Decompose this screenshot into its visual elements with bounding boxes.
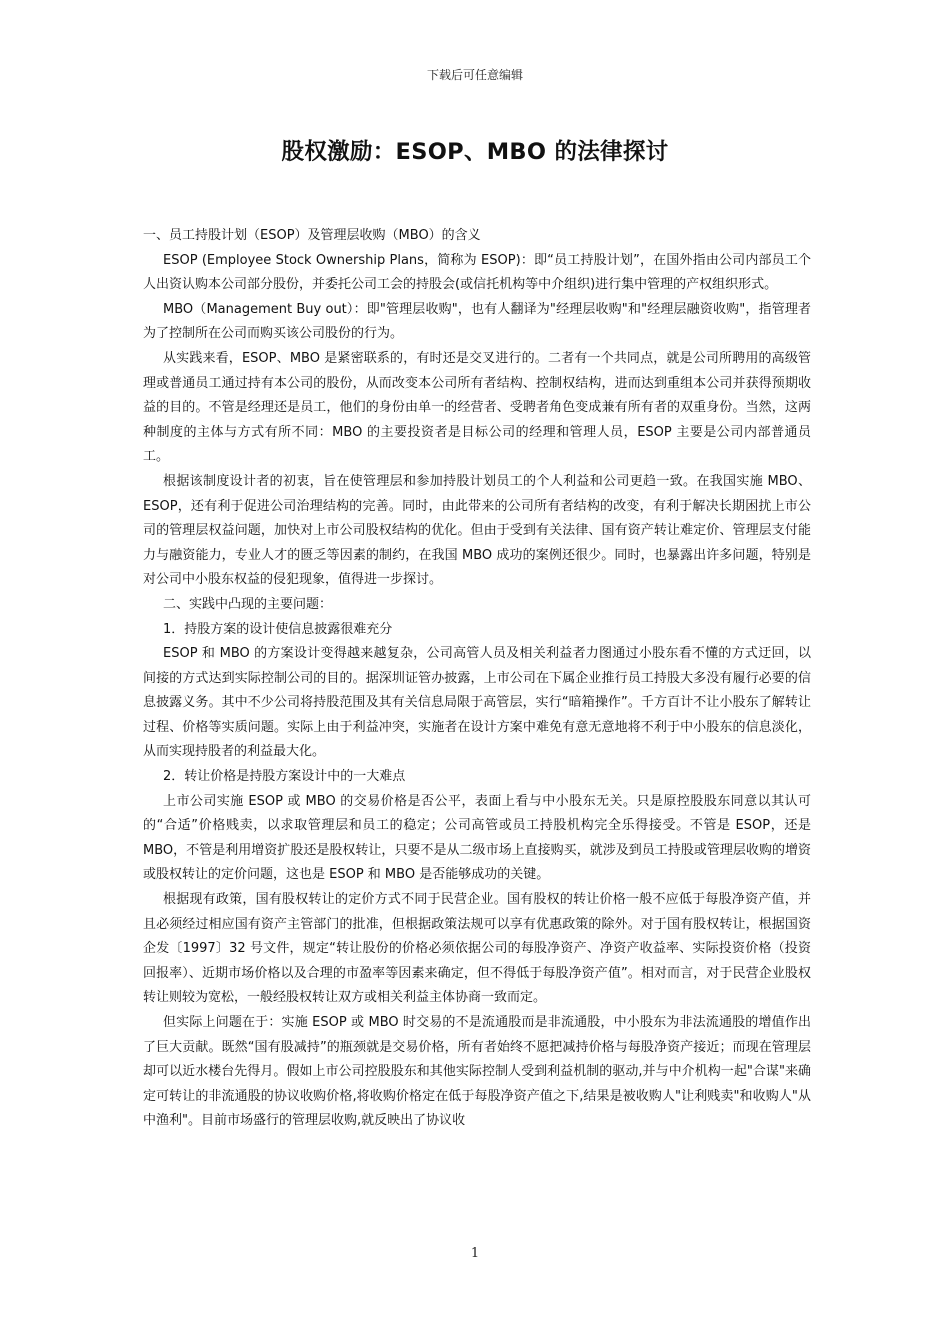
- paragraph-practice: 从实践来看，ESOP、MBO 是紧密联系的，有时还是交叉进行的。二者有一个共同点，就是公司所聘用的高级管理或普通员工通过持有本公司的股份，从而改变本公司所有者结构、控制权结构，进而达到重组本公司并获得预期收益的目的。不管是经理还是员工，他们的身份由单一的经营者、受聘者角色变成兼有所有者的双重身份。当然，这两种制度的主体与方式有所不同：MBO 的主要投资者是目标公司的经理和管理人员，ESOP 主要是公司内部普通员工。: [143, 350, 811, 465]
- section-heading-2: 二、实践中凸现的主要问题：: [163, 596, 333, 612]
- paragraph-esop-definition: ESOP (Employee Stock Ownership Plans，简称为 ESOP)：即“员工持股计划”，在国外指由公司内部员工个人出资认购本公司部分股份，并委托公司工会的持股会(或信托机构等中介组织)进行集中管理的产权组织形式。: [143, 252, 811, 293]
- section-heading-1: 一、员工持股计划（ESOP）及管理层收购（MBO）的含义: [143, 228, 481, 243]
- paragraph-price: 上市公司实施 ESOP 或 MBO 的交易价格是否公平，表面上看与中小股东无关。只是原控股股东同意以其认可的“合适”价格贱卖，以求取管理层和员工的稳定；公司高管或员工持股机构完全乐得接受。不管是 ESOP，还是 MBO，不管是利用增资扩股还是股权转让，只要不是从二级市场上直接购买，就涉及到员工持股或管理层收购的增资或股权转让的定价问题，这也是 ESOP 和 MBO 是否能够成功的关键。: [143, 793, 811, 883]
- paragraph-problem: 但实际上问题在于：实施 ESOP 或 MBO 时交易的不是流通股而是非流通股，中小股东为非法流通股的增值作出了巨大贡献。既然“国有股减持”的瓶颈就是交易价格，所有者始终不愿把减持价格与每股净资产接近；而现在管理层却可以近水楼台先得月。假如上市公司控股股东和其他实际控制人受到利益机制的驱动,并与中介机构一起"合谋"来确定可转让的非流通股的协议收购价格,将收购价格定在低于每股净资产值之下,结果是被收购人"让利贱卖"和收购人"从中渔利"。目前市场盛行的管理层收购,就反映出了协议收: [143, 1015, 811, 1129]
- document-body: [143, 224, 811, 1134]
- paragraph-mbo-definition: MBO（Management Buy out）：即"管理层收购"，也有人翻译为"经理层收购"和"经理层融资收购"，指管理者为了控制所在公司而购买该公司股份的行为。: [143, 301, 811, 342]
- subheading-1: 1．持股方案的设计使信息披露很难充分: [163, 621, 393, 637]
- page-number: 1: [470, 1246, 480, 1261]
- paragraph-policy: 根据现有政策，国有股权转让的定价方式不同于民营企业。国有股权的转让价格一般不应低于每股净资产值，并且必须经过相应国有资产主管部门的批准，但根据政策法规可以享有优惠政策的除外。对于国有股权转让，根据国资企发〔1997〕32 号文件，规定“转让股份的价格必须依据公司的每股净资产、净资产收益率、实际投资价格（投资回报率）、近期市场价格以及合理的市盈率等因素来确定，但不得低于每股净资产值”。相对而言，对于民营企业股权转让则较为宽松，一般经股权转让双方或相关利益主体协商一致而定。: [143, 892, 811, 1006]
- page-header: 下载后可任意编辑: [426, 68, 523, 82]
- subheading-2: 2．转让价格是持股方案设计中的一大难点: [163, 769, 406, 785]
- paragraph-disclosure: ESOP 和 MBO 的方案设计变得越来越复杂，公司高管人员及相关利益者力图通过小股东看不懂的方式迂回，以间接的方式达到实际控制公司的目的。据深圳证管办披露，上市公司在下属企业推行员工持股大多没有履行必要的信息披露义务。其中不少公司将持股范围及其有关信息局限于高管层，实行“暗箱操作”。千方百计不让小股东了解转让过程、价格等实质问题。实际上由于利益冲突，实施者在设计方案中难免有意无意地将不利于中小股东的信息淡化，从而实现持股者的利益最大化。: [143, 646, 811, 760]
- document-title: 股权激励：ESOP、MBO 的法律探讨: [281, 139, 669, 165]
- paragraph-intent: 根据该制度设计者的初衷，旨在使管理层和参加持股计划员工的个人利益和公司更趋一致。在我国实施 MBO、ESOP，还有利于促进公司治理结构的完善。同时，由此带来的公司所有者结构的改变，有利于解决长期困扰上市公司的管理层权益问题，加快对上市公司股权结构的优化。但由于受到有关法律、国有资产转让难定价、管理层支付能力与融资能力，专业人才的匮乏等因素的制约，在我国 MBO 成功的案例还很少。同时，也暴露出许多问题，特别是对公司中小股东权益的侵犯现象，值得进一步探讨。: [143, 473, 811, 588]
